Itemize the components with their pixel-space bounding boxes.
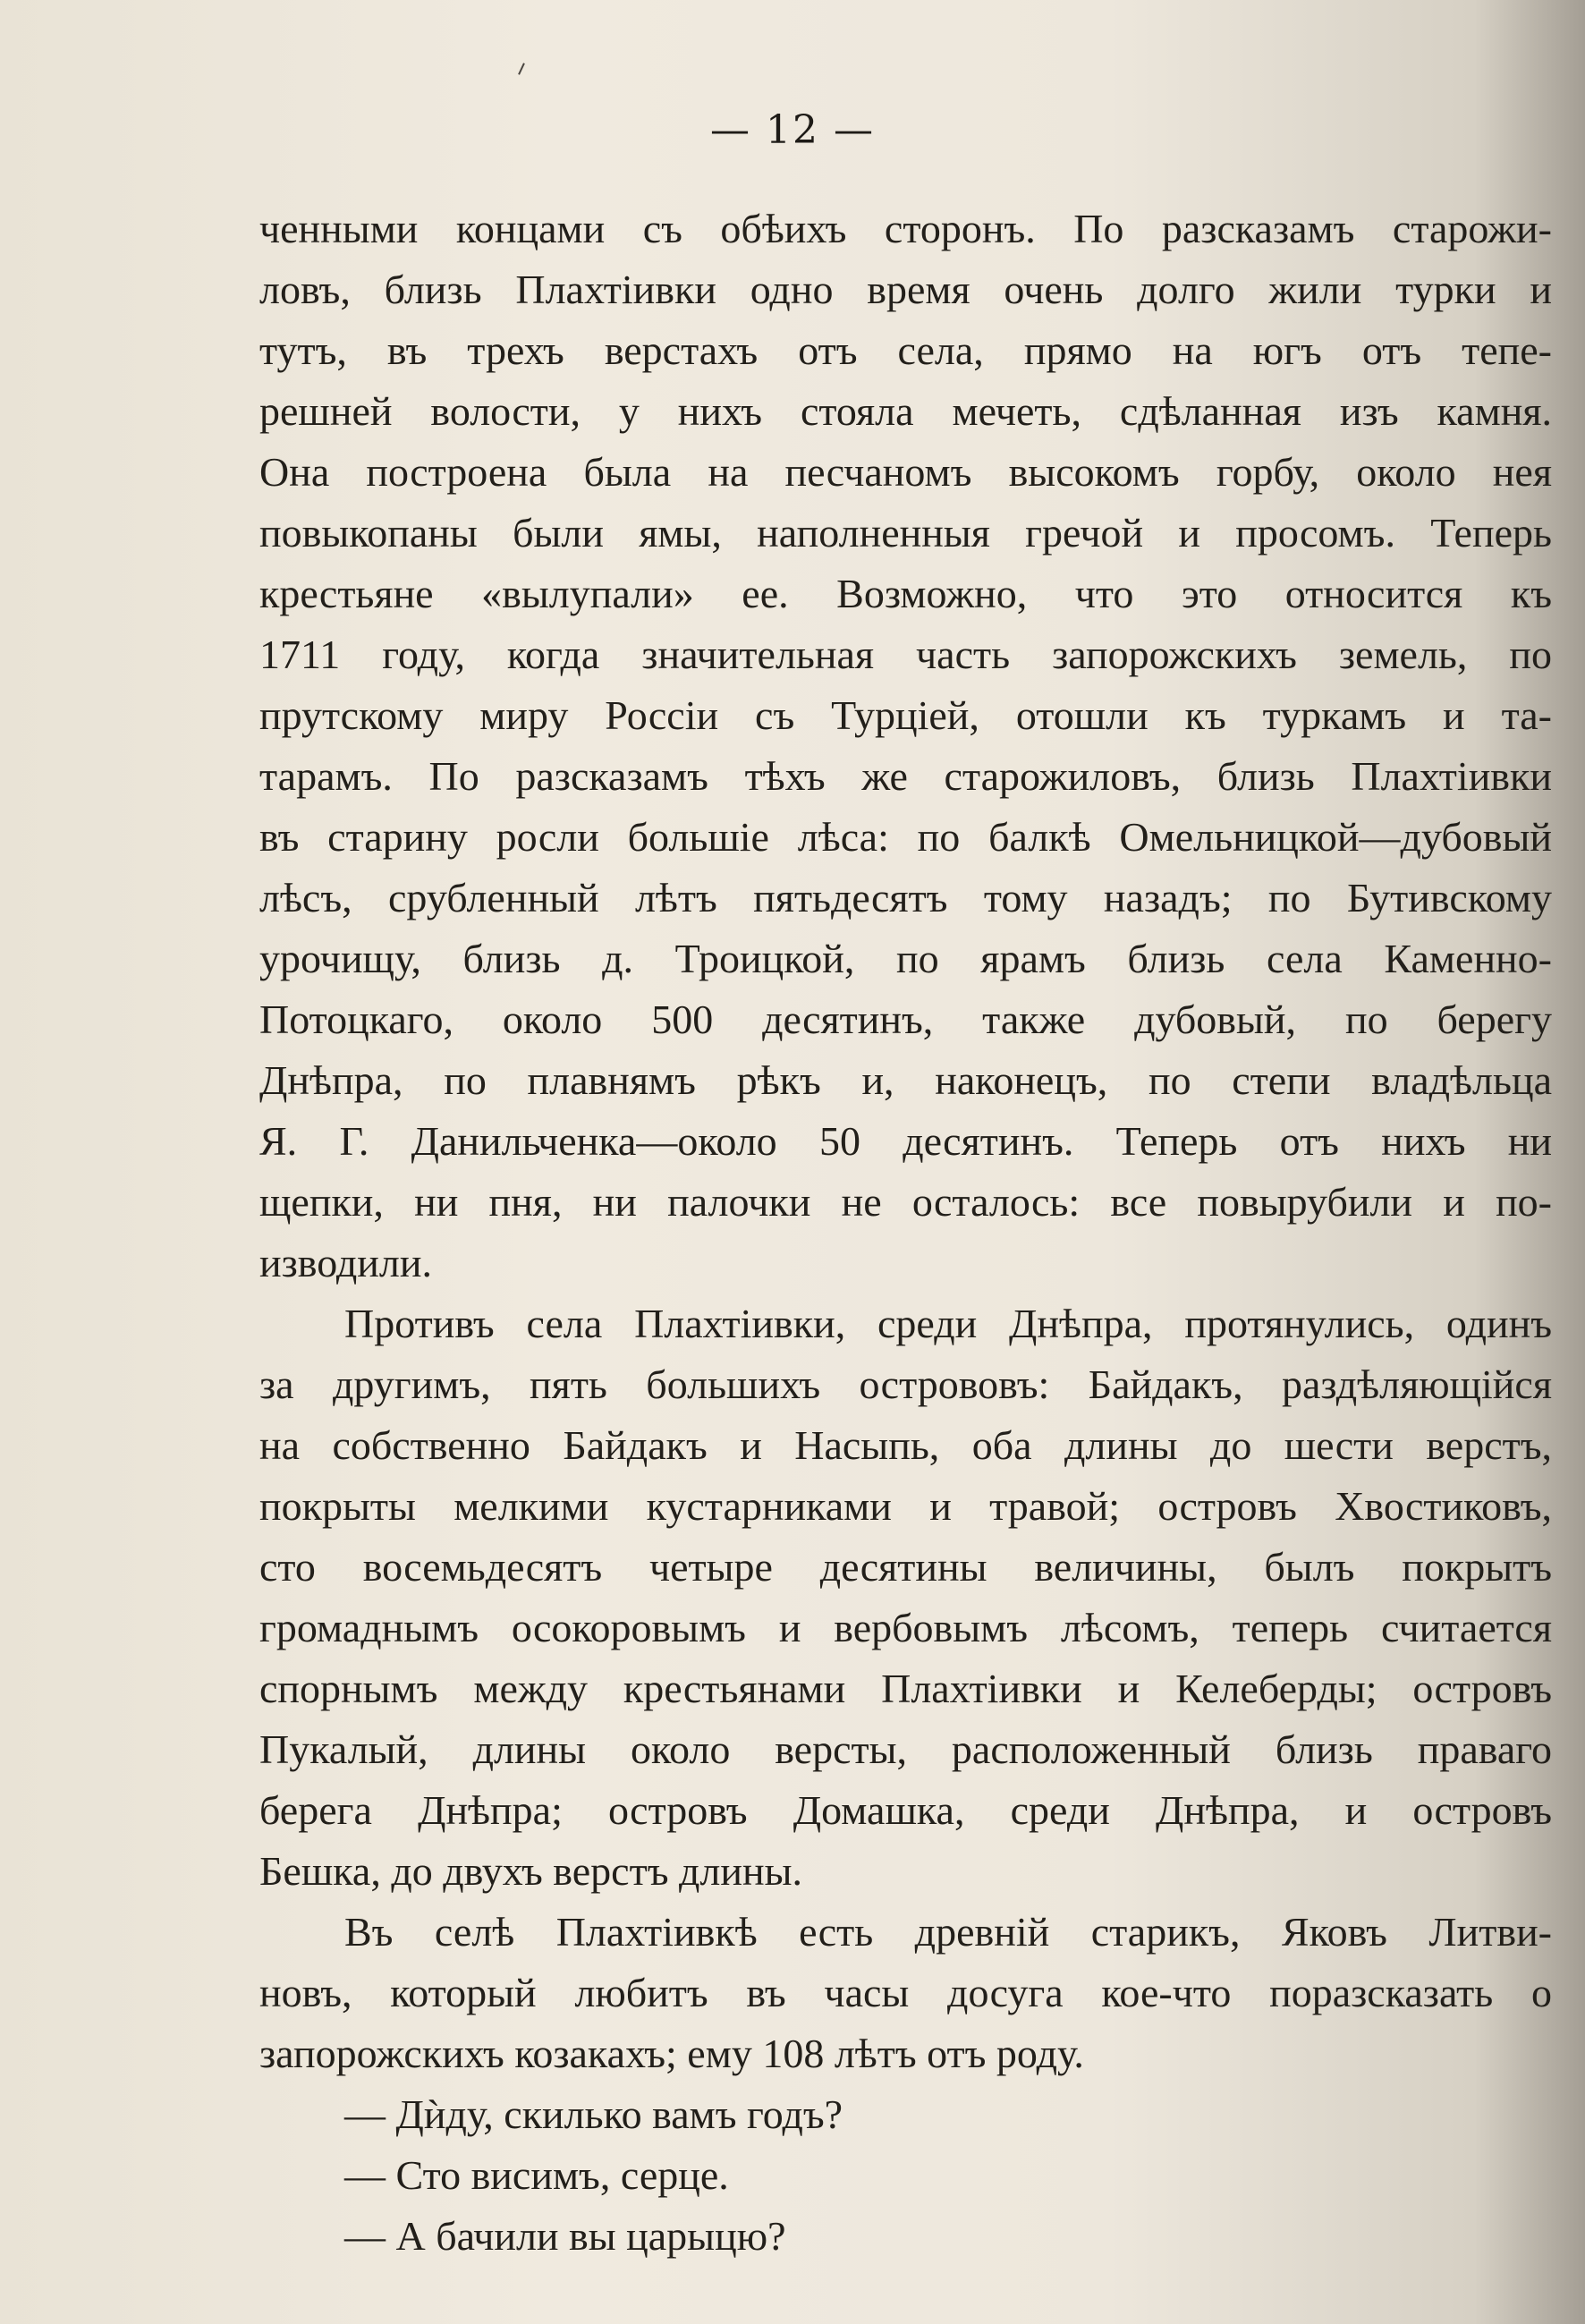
text-line: 1711 году, когда значительная часть запорожскихъ земель, по (259, 632, 1552, 677)
text-line: решней волости, у нихъ стояла мечеть, сдѣланная изъ камня. (259, 388, 1552, 434)
text-line: Я. Г. Данильченка—около 50 десятинъ. Теперь отъ нихъ ни (259, 1118, 1552, 1164)
body-text (259, 199, 1552, 2267)
text-line: тарамъ. По разсказамъ тѣхъ же старожиловъ, близь Плахтіивки (259, 753, 1552, 799)
text-line: на собственно Байдакъ и Насыпь, оба длины до шести верстъ, (259, 1422, 1552, 1468)
dialogue-line: — Дѝду, скилько вамъ годъ? (344, 2091, 843, 2137)
text-line: въ старину росли большіе лѣса: по балкѣ Омельницкой—дубовый (259, 814, 1552, 860)
text-line: повыкопаны были ямы, наполненныя гречой и просомъ. Теперь (259, 510, 1552, 556)
text-line: Днѣпра, по плавнямъ рѣкъ и, наконецъ, по степи владѣльца (259, 1057, 1552, 1103)
text-line: ченными концами съ обѣихъ сторонъ. По разсказамъ старожи- (259, 206, 1552, 251)
text-line: Потоцкаго, около 500 десятинъ, также дубовый, по берегу (259, 997, 1552, 1042)
text-line: лѣсъ, срубленный лѣтъ пятьдесятъ тому назадъ; по Бутивскому (259, 875, 1552, 920)
text-line: щепки, ни пня, ни палочки не осталось: все повырубили и по- (259, 1179, 1552, 1225)
page-mark (518, 63, 525, 75)
text-line: Она построена была на песчаномъ высокомъ горбу, около нея (259, 449, 1552, 495)
paragraph-2 (259, 1293, 1552, 1902)
dialogue-line: — А бачили вы царыцю? (344, 2213, 786, 2259)
text-line: покрыты мелкими кустарниками и травой; островъ Хвостиковъ, (259, 1483, 1552, 1529)
text-line: урочищу, близь д. Троицкой, по ярамъ близь села Каменно- (259, 936, 1552, 981)
text-line: ловъ, близь Плахтіивки одно время очень долго жили турки и (259, 267, 1552, 312)
dialogue-line: — Сто висимъ, серце. (344, 2152, 729, 2198)
text-line: Въ селѣ Плахтіивкѣ есть древній старикъ, Яковъ Литви- (344, 1909, 1552, 1955)
text-line: изводили. (259, 1240, 432, 1285)
page-number: — 12 — (710, 107, 875, 153)
dialogue (259, 2084, 1552, 2267)
text-line: Противъ села Плахтіивки, среди Днѣпра, протянулись, одинъ (344, 1301, 1552, 1346)
text-line: громаднымъ осокоровымъ и вербовымъ лѣсомъ, теперь считается (259, 1605, 1552, 1650)
text-line: тутъ, въ трехъ верстахъ отъ села, прямо на югъ отъ тепе- (259, 327, 1552, 373)
text-line: крестьяне «вылупали» ее. Возможно, что это относится къ (259, 571, 1552, 616)
text-line: за другимъ, пять большихъ острововъ: Байдакъ, раздѣляющійся (259, 1361, 1552, 1407)
text-line: сто восемьдесятъ четыре десятины величины, былъ покрытъ (259, 1544, 1552, 1590)
text-line: Бешка, до двухъ верстъ длины. (259, 1848, 802, 1894)
text-line: запорожскихъ козакахъ; ему 108 лѣтъ отъ роду. (259, 2031, 1084, 2076)
paragraph-3 (259, 1902, 1552, 2084)
text-line: Пукалый, длины около версты, расположенный близь праваго (259, 1726, 1552, 1772)
text-line: прутскому миру Россіи съ Турціей, отошли къ туркамъ и та- (259, 692, 1552, 738)
text-line: спорнымъ между крестьянами Плахтіивки и Келеберды; островъ (259, 1666, 1552, 1711)
text-line: берега Днѣпра; островъ Домашка, среди Днѣпра, и островъ (259, 1787, 1552, 1833)
paragraph-1 (259, 199, 1552, 1293)
text-line: новъ, который любитъ въ часы досуга кое-что поразсказать о (259, 1970, 1552, 2015)
